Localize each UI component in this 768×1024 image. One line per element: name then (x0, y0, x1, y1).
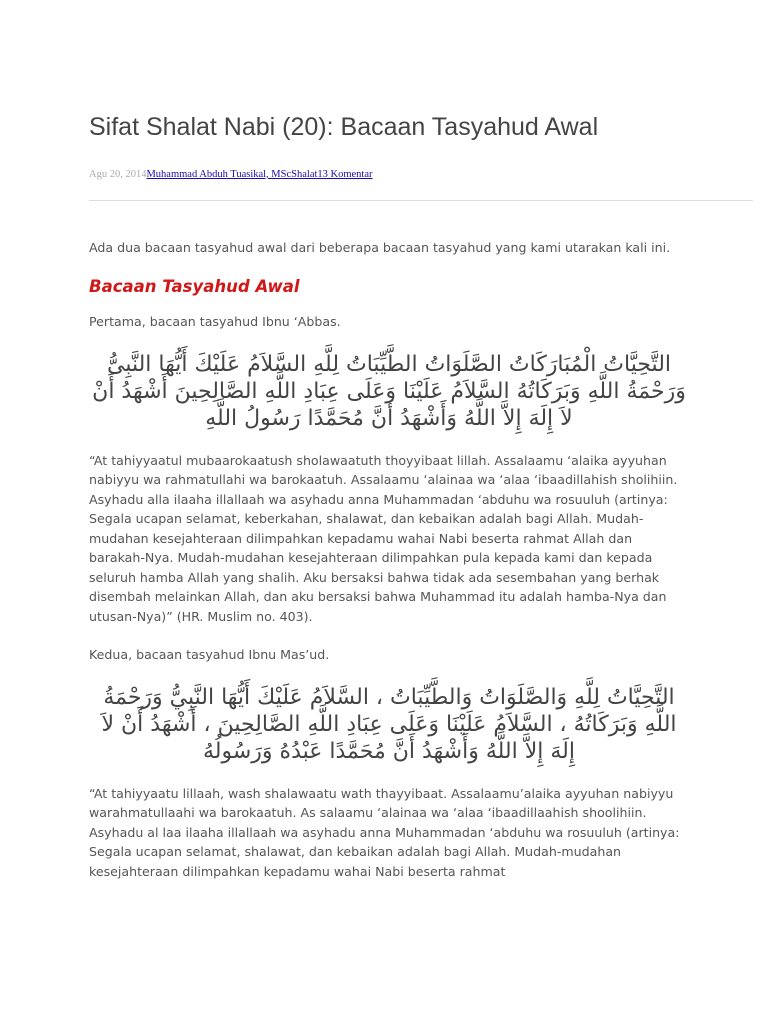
first-arabic-text: التَّحِيَّاتُ الْمُبَارَكَاتُ الصَّلَوَاتُ الطَّيِّبَاتُ لِلَّهِ السَّلاَمُ عَلَيْكَ أَيُّهَا النَّبِىُّ وَرَحْمَةُ اللَّهِ وَبَرَكَاتُهُ السَّلاَمُ عَلَيْنَا وَعَلَى عِبَادِ اللَّهِ الصَّالِحِينَ أَشْهَدُ أَنْ لاَ إِلَهَ إِلاَّ اللَّهُ وَأَشْهَدُ أَنَّ مُحَمَّدًا رَسُولُ اللَّهِ (92, 351, 686, 431)
first-intro: Pertama, bacaan tasyahud Ibnu ‘Abbas. (89, 314, 341, 329)
second-translation: “At tahiyyaatu lillaah, wash shalawaatu wath thayyibaat. Assalaamu’alaika ayyuhan nabiyyu warahmatullaahi wa barokaatuh. As salaamu ‘alainaa wa ‘alaa ‘ibaadillaahish shoolihiin. Asyhadu al laa ilaaha illallaah wa asyhadu anna Muhammadan ‘abduhu wa rosuuluh (artinya: Segala ucapan selamat, shalawat, dan kebaikan adalah bagi Allah. Mudah-mudahan kesejahteraan dilimpahkan kepadamu wahai Nabi beserta rahmat (89, 785, 680, 879)
second-arabic-text: التَّحِيَّاتُ لِلَّهِ وَالصَّلَوَاتُ وَالطَّيِّبَاتُ ، السَّلاَمُ عَلَيْكَ أَيُّهَا النَّبِيُّ وَرَحْمَةُ اللَّهِ وَبَرَكَاتُهُ ، السَّلاَمُ عَلَيْنَا وَعَلَى عِبَادِ اللَّهِ الصَّالِحِينَ ، أَشْهَدُ أَنْ لاَ إِلَهَ إِلاَّ اللَّهُ وَأَشْهَدُ أَنَّ مُحَمَّدًا عَبْدُهُ وَرَسُولُهُ (101, 684, 677, 764)
post-meta (89, 169, 373, 180)
section-heading: Bacaan Tasyahud Awal (89, 276, 300, 296)
post-date: Agu 20, 2014 (89, 169, 147, 180)
second-intro: Kedua, bacaan tasyahud Ibnu Mas’ud. (89, 647, 330, 662)
intro-paragraph: Ada dua bacaan tasyahud awal dari beberapa bacaan tasyahud yang kami utarakan kali ini. (89, 240, 671, 255)
page-title: Sifat Shalat Nabi (20): Bacaan Tasyahud Awal (89, 113, 599, 141)
author-category-comments-link[interactable]: Muhammad Abduh Tuasikal, MScShalat13 Komentar (146, 169, 373, 180)
divider (89, 200, 753, 201)
first-translation: “At tahiyyaatul mubaarokaatush sholawaatuth thoyyibaat lillah. Assalaamu ‘alaika ayyuhan nabiyyu wa rahmatullahi wa barokaatuh. Assalaamu ‘alainaa wa ‘alaa ‘ibaadillahish sholihiin. Asyhadu alla ilaaha illallaah wa asyhadu anna Muhammadan ‘abduhu wa rosuuluh (artinya: Segala ucapan selamat, keberkahan, shalawat, dan kebaikan adalah bagi Allah. Mudah-mudahan kesejahteraan dilimpahkan kepadamu wahai Nabi beserta rahmat Allah dan barakah-Nya. Mudah-mudahan kesejahteraan dilimpahkan pula kepada kami dan kepada seluruh hamba Allah yang shalih. Aku bersaksi bahwa tidak ada sesembahan yang berhak disembah melainkan Allah, dan aku bersaksi bahwa Muhammad itu adalah hamba-Nya dan utusan-Nya)” (HR. Muslim no. 403). (89, 452, 678, 624)
article-body (89, 238, 689, 900)
